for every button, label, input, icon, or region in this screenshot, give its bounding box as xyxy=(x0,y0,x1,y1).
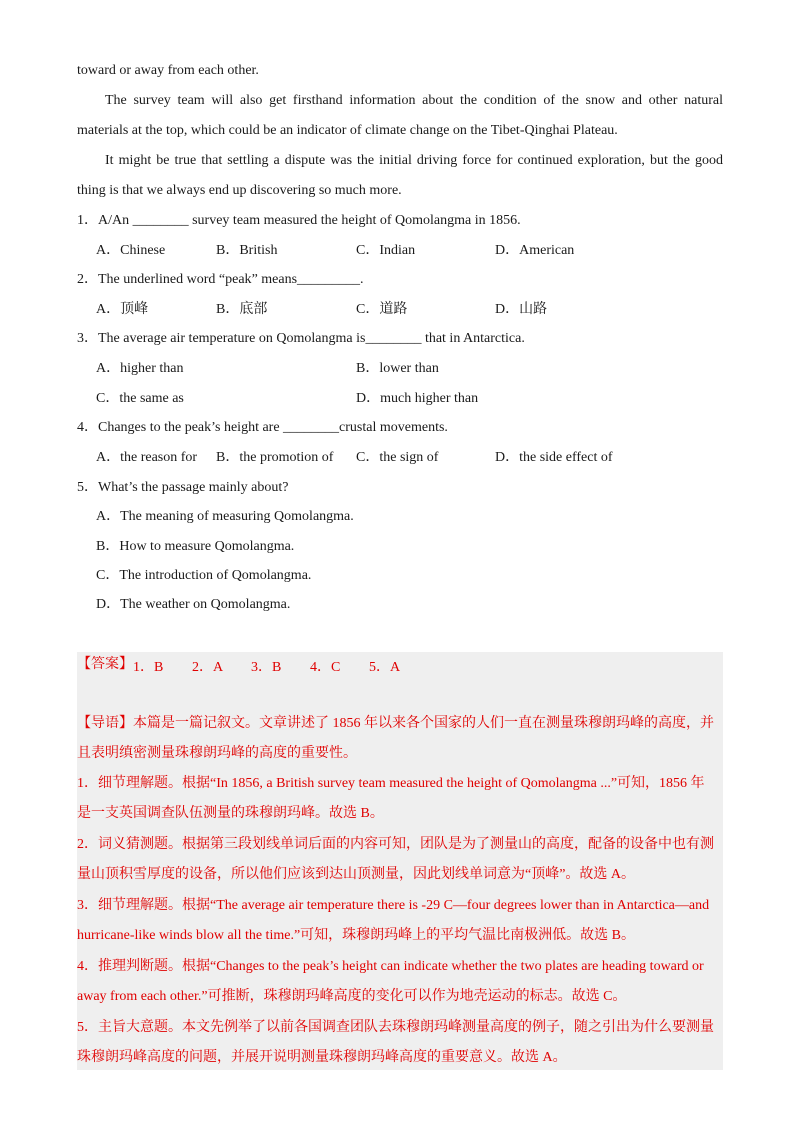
question-stem: 5．What’s the passage mainly about? xyxy=(77,480,289,495)
answer-label: 【答案】 xyxy=(77,657,133,672)
answer-item: 4．C xyxy=(310,660,341,675)
question-option: B．How to measure Qomolangma. xyxy=(96,539,295,554)
question-option: B．底部 xyxy=(216,302,268,317)
explanation-line: 3．细节理解题。根据“The average air temperature there is -29 C—four degrees lower than in Antarctica—and xyxy=(77,898,710,913)
question-option: D．山路 xyxy=(495,302,548,317)
guide-text: 且表明缜密测量珠穆朗玛峰的高度的重要性。 xyxy=(77,746,357,761)
question-option: D．much higher than xyxy=(356,391,479,406)
question-option: A．The meaning of measuring Qomolangma. xyxy=(96,509,354,524)
passage-line: thing is that we always end up discovering so much more. xyxy=(77,183,402,198)
question-option: A．Chinese xyxy=(96,243,166,258)
guide-text: 【导语】本篇是一篇记叙文。文章讲述了 1856 年以来各个国家的人们一直在测量珠穆朗玛峰的高度，并 xyxy=(77,716,714,731)
question-option: D．The weather on Qomolangma. xyxy=(96,597,291,612)
question-option: C．Indian xyxy=(356,243,416,258)
explanation-line: 2．词义猜测题。根据第三段划线单词后面的内容可知，团队是为了测量山的高度，配备的设备中也有测 xyxy=(77,837,714,852)
question-option: A．higher than xyxy=(96,361,184,376)
answer-item: 1．B xyxy=(133,660,164,675)
passage-line: It might be true that settling a dispute was the initial driving force for continued exploration, but the good xyxy=(105,153,723,168)
question-option: C．道路 xyxy=(356,302,408,317)
question-option: D．the side effect of xyxy=(495,450,613,465)
question-option: C．the sign of xyxy=(356,450,439,465)
question-option: B．lower than xyxy=(356,361,439,376)
question-stem: 1．A/An ________ survey team measured the height of Qomolangma in 1856. xyxy=(77,213,521,228)
explanation-line: 珠穆朗玛峰高度的问题，并展开说明测量珠穆朗玛峰高度的重要意义。故选 A。 xyxy=(77,1050,567,1065)
explanation-line: hurricane-like winds blow all the time.”可知，珠穆朗玛峰上的平均气温比南极洲低。故选 B。 xyxy=(77,928,635,943)
explanation-line: away from each other.”可推断，珠穆朗玛峰高度的变化可以作为地壳运动的标志。故选 C。 xyxy=(77,989,627,1004)
answer-item: 2．A xyxy=(192,660,224,675)
question-stem-text: 2．The underlined word “peak” means_________. xyxy=(77,272,364,287)
question-option: B．British xyxy=(216,243,278,258)
explanation-line: 量山顶积雪厚度的设备，所以他们应该到达山顶测量，因此划线单词意为“顶峰”。故选 A。 xyxy=(77,867,636,882)
answer-item: 5．A xyxy=(369,660,401,675)
question-option: A．顶峰 xyxy=(96,302,149,317)
question-option: C．The introduction of Qomolangma. xyxy=(96,568,312,583)
explanation-line: 5．主旨大意题。本文先例举了以前各国调查团队去珠穆朗玛峰测量高度的例子，随之引出为什么要测量 xyxy=(77,1020,714,1035)
question-option: C．the same as xyxy=(96,391,184,406)
question-option: D．American xyxy=(495,243,575,258)
passage-line: toward or away from each other. xyxy=(77,63,259,78)
question-stem xyxy=(77,271,364,289)
answer-item: 3．B xyxy=(251,660,282,675)
passage-line: materials at the top, which could be an indicator of climate change on the Tibet-Qinghai Plateau. xyxy=(77,123,618,138)
underlined-word: peak xyxy=(225,272,252,287)
question-option: B．the promotion of xyxy=(216,450,334,465)
question-option: A．the reason for xyxy=(96,450,198,465)
question-stem: 4．Changes to the peak’s height are ________crustal movements. xyxy=(77,420,448,435)
explanation-line: 1．细节理解题。根据“In 1856, a British survey team measured the height of Qomolangma ...”可知，1856 年 xyxy=(77,776,705,791)
explanation-line: 4．推理判断题。根据“Changes to the peak’s height can indicate whether the two plates are heading toward or xyxy=(77,959,704,974)
passage-line: The survey team will also get firsthand information about the condition of the snow and other natural xyxy=(105,93,723,108)
question-stem: 3．The average air temperature on Qomolangma is________ that in Antarctica. xyxy=(77,331,525,346)
explanation-line: 是一支英国调查队伍测量的珠穆朗玛峰。故选 B。 xyxy=(77,806,384,821)
